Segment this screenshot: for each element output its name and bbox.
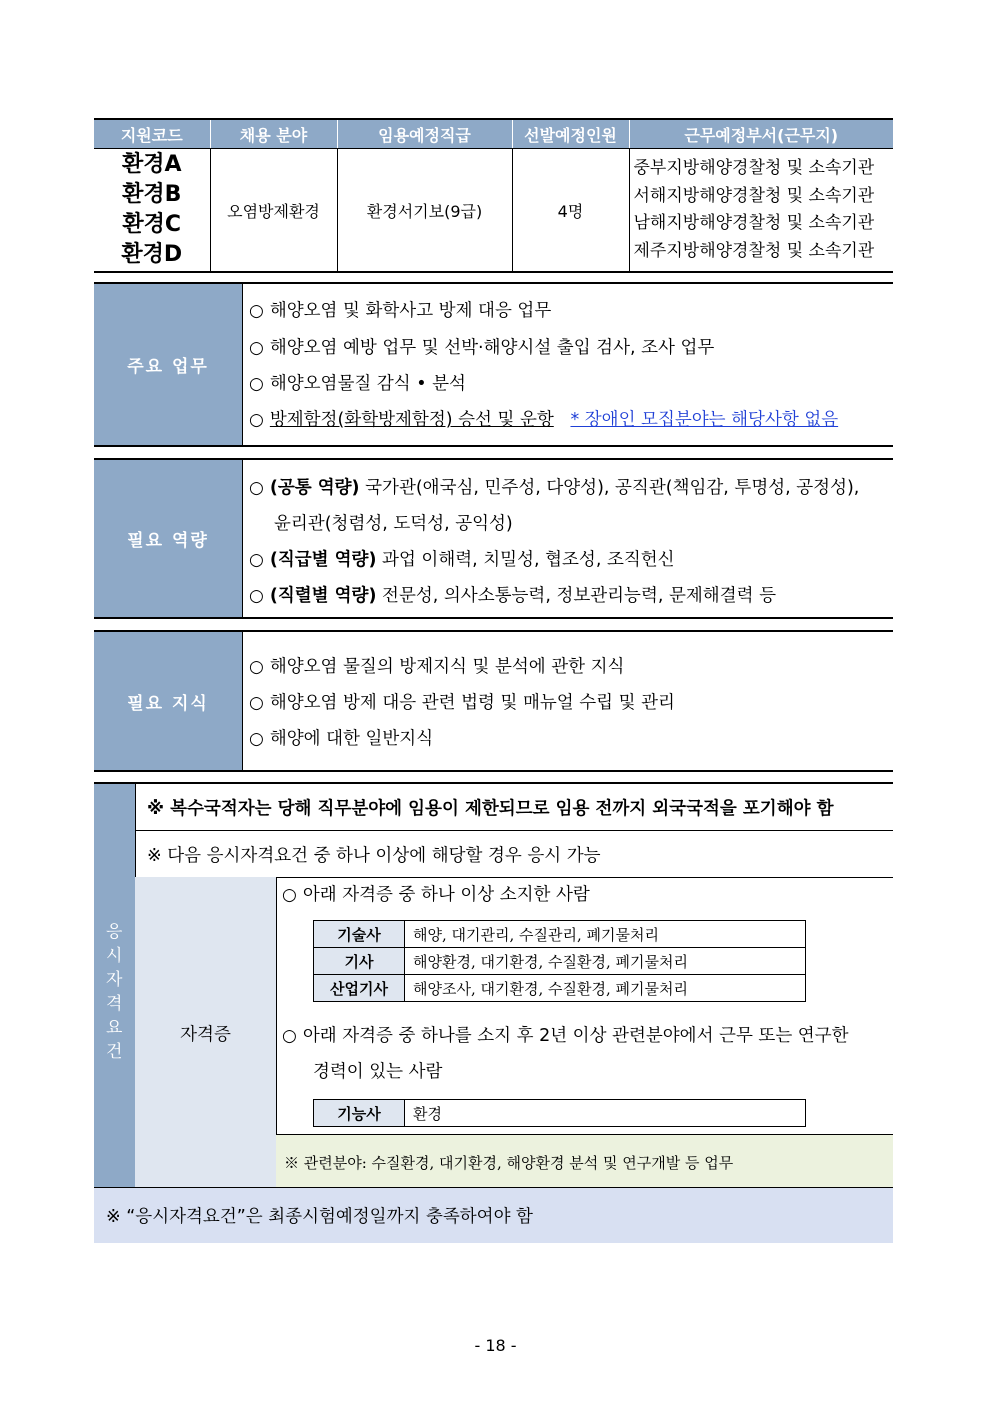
code-item: 환경D (121, 242, 183, 267)
eligibility-label-char: 자 (106, 970, 123, 990)
competency-common-cont: 윤리관(청렴성, 도덕성, 공익성) (274, 514, 513, 534)
knowledge-item: ○ 해양오염 물질의 방제지식 및 분석에 관한 지식 (249, 657, 625, 677)
code-item: 환경C (122, 212, 182, 237)
eligibility-section (94, 782, 893, 1187)
bullet-marker: ○ (249, 729, 264, 749)
count-cell: 4명 (512, 149, 629, 273)
eligibility-label-char: 응 (106, 922, 123, 942)
nationality-note: ※ 복수국적자는 당해 직무분야에 임용이 제한되므로 임용 전까지 외국국적을 포기해야 함 (135, 784, 893, 831)
cert-row: 기술사 해양, 대기관리, 수질관리, 폐기물처리 (314, 921, 806, 948)
eligibility-label-char: 격 (106, 994, 123, 1014)
competency-grade: ○ (직급별 역량) 과업 이해력, 치밀성, 협조성, 조직헌신 (249, 550, 675, 570)
cert-row: 기사 해양환경, 대기환경, 수질환경, 폐기물처리 (314, 948, 806, 975)
cert-table (313, 920, 806, 1002)
cert-table-2 (313, 1099, 806, 1127)
cert-row: 기능사 환경 (314, 1100, 806, 1127)
bullet-marker: ○ (249, 410, 264, 430)
cert-condition-2-cont: 경력이 있는 사람 (313, 1062, 443, 1082)
eligibility-label-char: 요 (106, 1018, 123, 1038)
duty-item: ○ 방제함정(화학방제함정) 승선 및 운항 * 장애인 모집분야는 해당사항 없음 (249, 410, 839, 430)
header-grade: 임용예정직급 (337, 119, 512, 149)
cert-condition-1: ○ 아래 자격증 중 하나 이상 소지한 사람 (282, 885, 590, 905)
code-item: 환경A (121, 152, 182, 177)
bullet-marker: ○ (249, 374, 264, 394)
certificate-label: 자격증 (135, 877, 277, 1189)
competency-common: ○ (공통 역량) 국가관(애국심, 민주성, 다양성), 공직관(책임감, 투명성, 공정성), (249, 478, 860, 498)
page-number: - 18 - (474, 1336, 517, 1355)
competency-body (243, 460, 893, 617)
code-item: 환경B (122, 182, 182, 207)
cert-row: 산업기사 해양조사, 대기환경, 수질환경, 폐기물처리 (314, 975, 806, 1002)
bullet-marker: ○ (249, 550, 264, 570)
department-item: 중부지방해양경찰청 및 소속기관 (633, 158, 875, 178)
bullet-marker: ○ (249, 301, 264, 321)
header-code: 지원코드 (94, 119, 210, 149)
position-table-row (94, 149, 893, 273)
duty-item: ○ 해양오염 및 화학사고 방제 대응 업무 (249, 301, 552, 321)
department-item: 제주지방해양경찰청 및 소속기관 (633, 240, 875, 261)
knowledge-body (243, 632, 893, 770)
any-condition-note: ※ 다음 응시자격요건 중 하나 이상에 해당할 경우 응시 가능 (135, 831, 893, 878)
competency-label: 필요 역량 (94, 460, 243, 617)
bullet-marker: ○ (249, 693, 264, 713)
grade-cell: 환경서기보(9급) (337, 149, 512, 273)
header-field: 채용 분야 (210, 119, 337, 149)
position-table (94, 118, 893, 273)
duty-item: ○ 해양오염물질 감식 • 분석 (249, 374, 466, 394)
code-cell (94, 149, 210, 273)
competency-series: ○ (직렬별 역량) 전문성, 의사소통능력, 정보관리능력, 문제해결력 등 (249, 586, 776, 606)
knowledge-item: ○ 해양오염 방제 대응 관련 법령 및 매뉴얼 수립 및 관리 (249, 693, 675, 713)
bullet-marker: ○ (249, 478, 264, 498)
cert-condition-2: ○ 아래 자격증 중 하나를 소지 후 2년 이상 관련분야에서 근무 또는 연구한 (282, 1026, 849, 1046)
field-cell: 오염방제환경 (210, 149, 337, 273)
duties-section (94, 282, 893, 447)
knowledge-section (94, 630, 893, 772)
knowledge-label: 필요 지식 (94, 632, 243, 770)
bullet-marker: ○ (249, 657, 264, 677)
header-count: 선발예정인원 (512, 119, 629, 149)
disability-note-link[interactable]: * 장애인 모집분야는 해당사항 없음 (570, 410, 839, 430)
knowledge-item: ○ 해양에 대한 일반지식 (249, 729, 434, 749)
bullet-marker: ○ (249, 338, 264, 358)
duty-item: ○ 해양오염 예방 업무 및 선박·해양시설 출입 검사, 조사 업무 (249, 338, 715, 358)
position-table-header (94, 119, 893, 149)
header-department: 근무예정부서(근무지) (629, 119, 893, 149)
footer-note: ※ “응시자격요건”은 최종시험예정일까지 충족하여야 함 (94, 1187, 893, 1243)
eligibility-label-char: 건 (106, 1042, 123, 1062)
bullet-marker: ○ (282, 885, 297, 905)
eligibility-label (94, 784, 136, 1189)
related-field-note: ※ 관련분야: 수질환경, 대기환경, 해양환경 분석 및 연구개발 등 업무 (276, 1134, 893, 1190)
department-cell (629, 149, 893, 273)
eligibility-label-char: 시 (106, 946, 123, 966)
duties-label: 주요 업무 (94, 284, 243, 445)
competency-section (94, 458, 893, 619)
duties-body (243, 284, 893, 445)
department-item: 서해지방해양경찰청 및 소속기관 (633, 185, 875, 206)
department-item: 남해지방해양경찰청 및 소속기관 (633, 213, 875, 233)
bullet-marker: ○ (282, 1026, 297, 1046)
bullet-marker: ○ (249, 586, 264, 606)
